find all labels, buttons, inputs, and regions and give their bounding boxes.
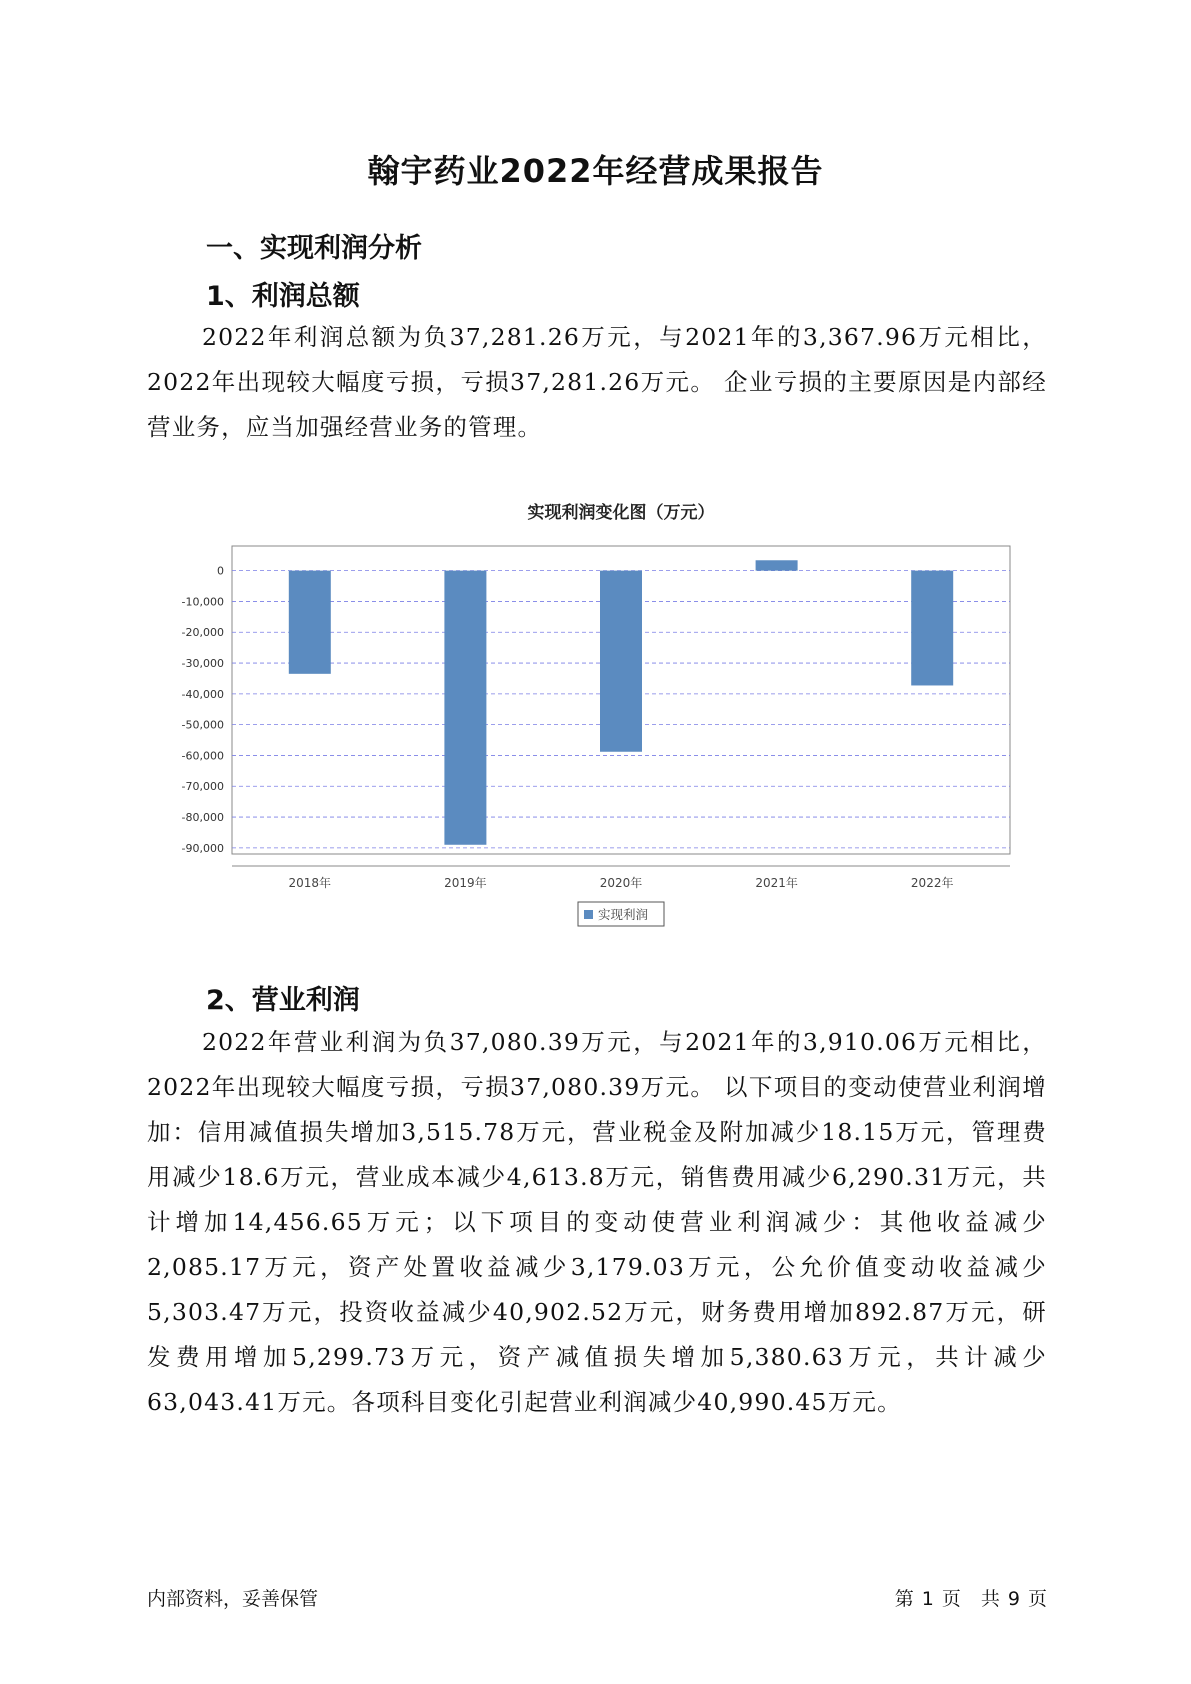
x-tick-label: 2020年 [599,876,643,890]
bar [911,571,953,686]
footer-confidential-note: 内部资料，妥善保管 [147,1588,319,1610]
document-title: 翰宇药业2022年经营成果报告 [367,152,824,190]
y-tick-label: 0 [217,564,224,578]
profit-change-chart [160,496,1040,956]
page-prefix: 第 [894,1588,914,1610]
bar [600,571,642,752]
bar [289,571,331,674]
y-tick-label: -60,000 [181,749,224,763]
total-pages: 9 [1007,1588,1020,1610]
operating-profit-paragraph: 2022年营业利润为负37,080.39万元，与2021年的3,910.06万元相比，2022年出现较大幅度亏损，亏损37,080.39万元。 以下项目的变动使营业利润增加：信用减值损失增加3,515.78万元，营业税金及附加减少18.15万元，管理费用减少18.6万元，营业成本减少4,613.8万元，销售费用减少6,290.31万元，共计增加14,456.65万元；以下项目的变动使营业利润减少：其他收益减少2,085.17万元，资产处置收益减少3,179.03万元，公允价值变动收益减少5,303.47万元，投资收益减少40,902.52万元，财务费用增加892.87万元，研发费用增加5,299.73万元，资产减值损失增加5,380.63万元，共计减少63,043.41万元。各项科目变化引起营业利润减少40,990.45万元。 [147,1028,1047,1416]
total-profit-paragraph: 2022年利润总额为负37,281.26万元，与2021年的3,367.96万元相比，2022年出现较大幅度亏损，亏损37,281.26万元。 企业亏损的主要原因是内部经营业务，应当加强经营业务的管理。 [147,323,1047,441]
bar [756,560,798,570]
y-tick-label: -50,000 [181,718,224,732]
section-heading-profit-analysis: 一、实现利润分析 [206,233,422,264]
bar [444,571,486,845]
y-tick-label: -30,000 [181,657,224,671]
total-unit: 页 [1027,1588,1047,1610]
chart-title: 实现利润变化图（万元） [527,503,715,523]
y-tick-label: -20,000 [181,626,224,640]
x-tick-label: 2021年 [755,876,798,890]
x-tick-label: 2018年 [288,876,332,890]
y-tick-label: -40,000 [181,687,224,701]
x-tick-label: 2019年 [444,876,487,890]
subheading-operating-profit: 2、营业利润 [206,985,360,1016]
x-tick-label: 2022年 [910,876,954,890]
page-unit: 页 [941,1588,961,1610]
y-tick-label: -10,000 [181,595,224,609]
y-tick-label: -70,000 [181,780,224,794]
page-number: 1 [921,1588,934,1610]
y-tick-label: -90,000 [181,841,224,855]
total-prefix: 共 [980,1588,1000,1610]
subheading-total-profit: 1、利润总额 [206,281,360,312]
y-tick-label: -80,000 [181,811,224,825]
legend-label: 实现利润 [598,907,649,922]
legend-swatch [584,910,593,919]
footer-page-info [891,1584,1051,1611]
